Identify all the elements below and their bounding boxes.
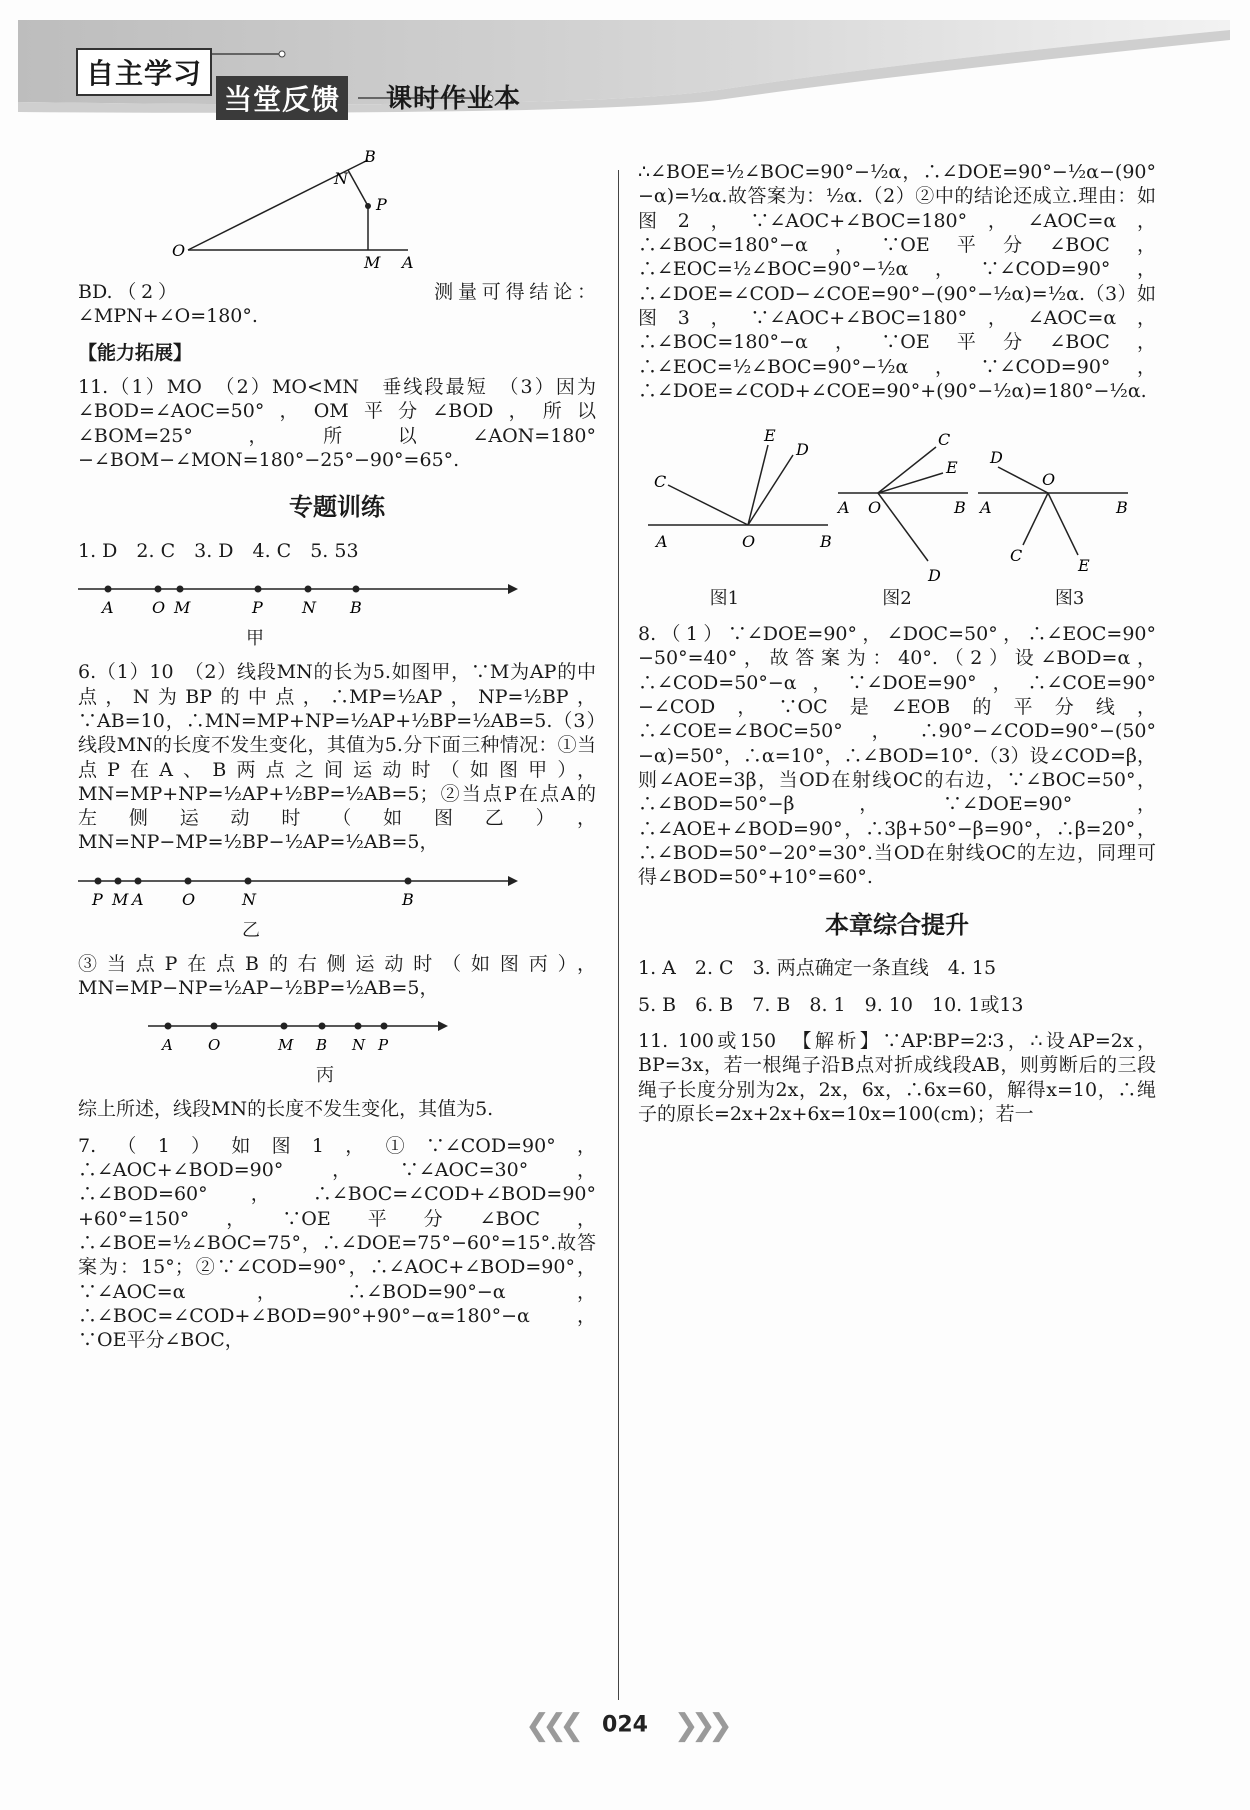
section-title-chapter-review: 本章综合提升 bbox=[825, 910, 969, 939]
yi-O: O bbox=[182, 889, 196, 909]
yi-A: A bbox=[132, 889, 144, 909]
caption-fig1: 图1 bbox=[709, 588, 740, 610]
badge-self-study: 自主学习 bbox=[76, 48, 212, 96]
fig1-O: O bbox=[742, 532, 756, 552]
page-header bbox=[18, 20, 1230, 116]
fig3-D: D bbox=[990, 448, 1003, 468]
fig1-E: E bbox=[764, 426, 776, 446]
caption-fig2: 图2 bbox=[882, 588, 912, 610]
answer-10-part2: BD.（2） 测量可得结论：∠MPN+∠O=180°. bbox=[78, 281, 596, 328]
badge-feedback: 当堂反馈 bbox=[216, 76, 348, 120]
jia-A: A bbox=[102, 598, 114, 618]
yi-B: B bbox=[402, 889, 414, 909]
right-chevrons-icon: ❯❯❯ bbox=[673, 1708, 726, 1743]
fig2-E: E bbox=[946, 458, 958, 478]
bing-P: P bbox=[378, 1036, 389, 1055]
fig3-O: O bbox=[1042, 470, 1056, 490]
angle-figures-1-3 bbox=[638, 415, 1156, 585]
figure-bing bbox=[148, 1012, 588, 1058]
section-title-special-training: 专题训练 bbox=[289, 493, 385, 522]
answers-review-1-4: 1. A 2. C 3. 两点确定一条直线 4. 15 bbox=[638, 957, 997, 980]
label-A: A bbox=[402, 253, 414, 270]
answer-review-11: 11. 100或150 【解析】∵AP∶BP=2∶3，∴设AP=2x，BP=3x，若一根绳子沿B点对折成线段AB，则剪断后的三段绳子长度分别为2x，2x，6x，∴6x=60，解得x=10，∴绳子的原长=2x+2x+6x=10x=100(cm)；若一 bbox=[638, 1029, 1156, 1125]
bing-B: B bbox=[316, 1036, 328, 1055]
yi-P: P bbox=[92, 889, 103, 909]
fig2-C: C bbox=[938, 430, 951, 450]
fig3-C: C bbox=[1010, 546, 1023, 566]
jia-M: M bbox=[174, 598, 191, 618]
figure-jia bbox=[78, 575, 518, 621]
figure-yi bbox=[78, 867, 518, 913]
jia-P: P bbox=[252, 598, 263, 618]
answer-7-part1: 7.（1）如图1，①∵∠COD=90°，∴∠AOC+∠BOD=90°，∵∠AOC=30°，∴∠BOD=60°，∴∠BOC=∠COD+∠BOD=90°+60°=150°，∵OE平分∠BOC，∴∠BOE=½∠BOC=75°，∴∠DOE=75°−60°=15°.故答案为：15°；②∵∠COD=90°，∴∠AOC+∠BOD=90°，∵∠AOC=α，∴∠BOD=90°−α，∴∠BOC=∠COD+∠BOD=90°+90°−α=180°−α，∵OE平分∠BOC， bbox=[78, 1134, 596, 1352]
caption-jia: 甲 bbox=[246, 628, 264, 650]
page-footer bbox=[0, 1708, 1250, 1743]
yi-M: M bbox=[112, 889, 129, 909]
angle-figure bbox=[168, 150, 468, 270]
answer-6-case3: ③当点P在点B的右侧运动时（如图丙），MN=MP−NP=½AP−½BP=½AB=5， bbox=[78, 952, 596, 1000]
left-chevrons-icon: ❮❮❮ bbox=[524, 1708, 577, 1743]
caption-yi: 乙 bbox=[242, 919, 260, 941]
left-column bbox=[78, 150, 596, 1365]
label-P: P bbox=[376, 195, 387, 214]
fig2-B: B bbox=[954, 498, 966, 518]
answer-6-summary: 综上所述，线段MN的长度不发生变化，其值为5. bbox=[78, 1098, 494, 1121]
fig1-A: A bbox=[656, 532, 668, 552]
bing-M: M bbox=[278, 1036, 294, 1055]
bing-A: A bbox=[162, 1036, 173, 1055]
label-B: B bbox=[364, 150, 376, 166]
answer-11: 11.（1）MO （2）MO<MN 垂线段最短 （3）因为∠BOD=∠AOC=50°，OM平分∠BOD，所以∠BOM=25°，所以∠AON=180°−∠BOM−∠MON=180°−25°−90°=65°. bbox=[78, 375, 596, 471]
fig3-E: E bbox=[1078, 556, 1090, 576]
caption-bing: 丙 bbox=[316, 1065, 334, 1087]
bing-O: O bbox=[208, 1036, 221, 1055]
caption-fig3: 图3 bbox=[1054, 588, 1085, 610]
right-column bbox=[638, 160, 1156, 1138]
bing-N: N bbox=[352, 1036, 366, 1055]
fig3-B: B bbox=[1116, 498, 1128, 518]
label-O: O bbox=[172, 241, 186, 260]
fig1-D: D bbox=[796, 440, 809, 460]
ability-heading: 【能力拓展】 bbox=[78, 341, 193, 364]
figure-captions bbox=[638, 587, 1156, 610]
label-M: M bbox=[364, 253, 381, 270]
jia-B: B bbox=[350, 598, 362, 618]
page-number: 024 bbox=[602, 1712, 648, 1738]
fig2-D: D bbox=[928, 566, 941, 586]
answers-1-5: 1. D 2. C 3. D 4. C 5. 53 bbox=[78, 539, 359, 562]
fig2-O: O bbox=[868, 498, 882, 518]
label-N: N bbox=[334, 169, 348, 188]
yi-N: N bbox=[242, 889, 256, 909]
answer-8: 8.（1）∵∠DOE=90°，∠DOC=50°，∴∠EOC=90°−50°=40°，故答案为：40°.（2）设∠BOD=α，∴∠COD=50°−α，∵∠DOE=90°，∴∠COE=90°−∠COD，∵OC是∠EOB的平分线，∴∠COE=∠BOC=50°，∴90°−∠COD=90°−(50°−α)=50°，∴α=10°，∴∠BOD=10°.（3）设∠COD=β，则∠AOE=3β，当OD在射线OC的右边，∵∠BOC=50°，∴∠BOD=50°−β，∵∠DOE=90°，∴∠AOE+∠BOD=90°，∴3β+50°−β=90°，∴β=20°，∴∠BOD=50°−20°=30°.当OD在射线OC的左边，同理可得∠BOD=50°+10°=60°. bbox=[638, 623, 1156, 889]
answers-review-5-10: 5. B 6. B 7. B 8. 1 9. 10 10. 1或13 bbox=[638, 993, 1024, 1016]
answer-7-continued: ∴∠BOE=½∠BOC=90°−½α，∴∠DOE=90°−½α−(90°−α)=½α.故答案为：½α.（2）②中的结论还成立.理由：如图2，∵∠AOC+∠BOC=180°，∠AOC=α，∴∠BOC=180°−α，∵OE平分∠BOC，∴∠EOC=½∠BOC=90°−½α，∵∠COD=90°，∴∠DOE=∠COD−∠COE=90°−(90°−½α)=½α.（3）如图3，∵∠AOC+∠BOC=180°，∠AOC=α，∴∠BOC=180°−α，∵OE平分∠BOC，∴∠EOC=½∠BOC=90°−½α，∵∠COD=90°，∴∠DOE=∠COD+∠COE=90°+(90°−½α)=180°−½α. bbox=[638, 161, 1156, 402]
jia-O: O bbox=[152, 598, 166, 618]
jia-N: N bbox=[302, 598, 316, 618]
fig1-C: C bbox=[654, 472, 667, 492]
header-title: 课时作业本 bbox=[386, 84, 522, 114]
fig3-A: A bbox=[980, 498, 992, 518]
fig2-A: A bbox=[838, 498, 850, 518]
column-divider bbox=[618, 170, 619, 1700]
fig1-B: B bbox=[820, 532, 832, 552]
answer-6: 6.（1）10 （2）线段MN的长为5.如图甲，∵M为AP的中点，N为BP的中点，∴MP=½AP，NP=½BP，∵AB=10，∴MN=MP+NP=½AP+½BP=½AB=5.（3）线段MN的长度不发生变化，其值为5.分下面三种情况：①当点P在A、B两点之间运动时（如图甲），MN=MP+NP=½AP+½BP=½AB=5；②当点P在点A的左侧运动时（如图乙），MN=NP−MP=½BP−½AP=½AB=5， bbox=[78, 661, 596, 854]
